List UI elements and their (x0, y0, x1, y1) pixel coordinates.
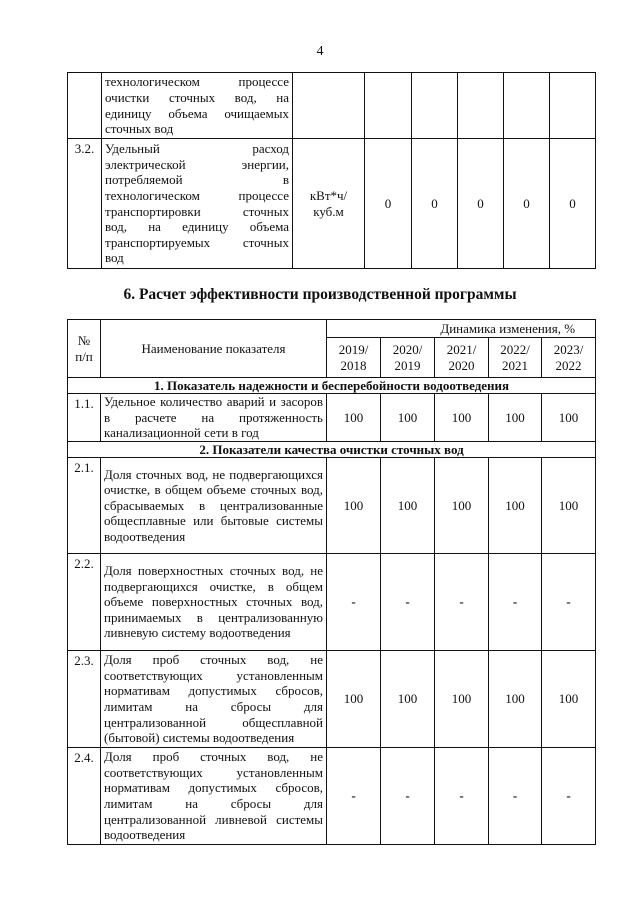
text-line: единицу объема очищаемых (105, 105, 289, 121)
value-cell: - (489, 554, 542, 651)
unit-line: кВт*ч/ (309, 187, 348, 203)
value-cell: 100 (435, 651, 489, 748)
table-row (68, 651, 596, 748)
text-line: сточных вод (105, 121, 174, 137)
text-line: технологическом процессе (105, 74, 289, 90)
row-num: 2.4. (68, 748, 101, 845)
unit-cell (293, 139, 365, 269)
num-header (68, 320, 101, 378)
value-cell: 0 (458, 139, 504, 269)
year-header (435, 338, 489, 378)
text-line: технологическом процессе (105, 187, 289, 203)
value-cell: 100 (489, 458, 542, 554)
table-row (68, 394, 596, 442)
row-num: 3.2. (68, 139, 102, 269)
year-header (542, 338, 596, 378)
section-row (68, 442, 596, 458)
indicator-name-cell (102, 139, 293, 269)
text-line: очистки сточных вод, на (105, 89, 289, 105)
indicator-name-cell (102, 73, 293, 139)
value-cell: 0 (504, 139, 550, 269)
table-row (68, 554, 596, 651)
text-line: вод, на единицу объема (105, 219, 289, 235)
value-cell: 100 (542, 394, 596, 442)
unit-cell (293, 73, 365, 139)
year-header (381, 338, 435, 378)
value-cell: 100 (327, 458, 381, 554)
value-cell: 100 (542, 651, 596, 748)
table-row (68, 139, 596, 269)
section-row (68, 378, 596, 394)
section-heading: 1. Показатель надежности и бесперебойности водоотведения (68, 378, 596, 394)
year-top: 2022/ (500, 341, 530, 357)
value-cell (550, 73, 596, 139)
row-num: 2.2. (68, 554, 101, 651)
indicator-name: Доля поверхностных сточных вод, не подвергающихся очистке, в общем объеме поверхностных сточных вод, принимаемых в централизованную ливневую систему водоотведения (101, 554, 327, 651)
year-bottom: 2021 (502, 357, 528, 373)
text-line: транспортировки сточных (105, 203, 289, 219)
section-title: 6. Расчет эффективности производственной программы (123, 286, 517, 303)
value-cell: 100 (327, 394, 381, 442)
value-cell: 100 (489, 651, 542, 748)
value-cell: - (542, 554, 596, 651)
value-cell (504, 73, 550, 139)
year-header (489, 338, 542, 378)
row-num: 2.1. (68, 458, 101, 554)
header-text: № (77, 332, 91, 348)
value-cell: 100 (381, 394, 435, 442)
value-cell: 100 (542, 458, 596, 554)
table-row (68, 748, 596, 845)
row-num: 1.1. (68, 394, 101, 442)
header-row (68, 320, 596, 338)
indicator-name: Доля сточных вод, не подвергающихся очистке, в общем объеме сточных вод, сбрасываемых в централизованные общесплавные или бытовые системы водоотведения (101, 458, 327, 554)
value-cell: 0 (365, 139, 412, 269)
year-bottom: 2019 (394, 357, 421, 373)
name-header: Наименование показателя (101, 320, 327, 378)
row-num: 2.3. (68, 651, 101, 748)
unit-line: куб.м (313, 203, 344, 219)
value-cell: 0 (550, 139, 596, 269)
value-cell (412, 73, 458, 139)
text-line: вод (105, 250, 124, 266)
page-number: 4 (316, 44, 324, 59)
value-cell: - (542, 748, 596, 845)
table-row (68, 73, 596, 139)
value-cell: 0 (412, 139, 458, 269)
row-num-cell (68, 73, 102, 139)
indicators-table-continued (67, 72, 596, 269)
value-cell: 100 (435, 458, 489, 554)
year-top: 2019/ (338, 341, 369, 357)
value-cell: - (327, 554, 381, 651)
text-line: транспортируемых сточных (105, 234, 289, 250)
value-cell: 100 (435, 394, 489, 442)
text-line: электрической энергии, (105, 156, 289, 172)
value-cell (365, 73, 412, 139)
value-cell: 100 (327, 651, 381, 748)
year-top: 2021/ (446, 341, 477, 357)
efficiency-table (67, 319, 596, 845)
value-cell: 100 (489, 394, 542, 442)
value-cell: - (381, 748, 435, 845)
year-top: 2023/ (553, 341, 584, 357)
year-header (327, 338, 381, 378)
year-bottom: 2022 (555, 357, 582, 373)
value-cell: - (435, 748, 489, 845)
year-bottom: 2020 (448, 357, 475, 373)
header-text: п/п (75, 348, 93, 364)
value-cell: - (327, 748, 381, 845)
value-cell: 100 (381, 651, 435, 748)
value-cell: - (381, 554, 435, 651)
section-heading: 2. Показатели качества очистки сточных вод (68, 442, 596, 458)
value-cell: - (435, 554, 489, 651)
text-line: потребляемой в (105, 172, 289, 188)
text-line: Удельный расход (105, 141, 289, 157)
indicator-name: Доля проб сточных вод, не соответствующих установленным нормативам допустимых сбросов, лимитам на сбросы для централизованной ливневой системы водоотведения (101, 748, 327, 845)
year-top: 2020/ (392, 341, 423, 357)
value-cell (458, 73, 504, 139)
table-row (68, 458, 596, 554)
dynamics-header: Динамика изменения, % (327, 320, 596, 338)
indicator-name: Удельное количество аварий и засоров в расчете на протяженность канализационной сети в год (101, 394, 327, 442)
year-bottom: 2018 (340, 357, 367, 373)
indicator-name: Доля проб сточных вод, не соответствующих установленным нормативам допустимых сбросов, лимитам на сбросы для централизованной общесплавной (бытовой) системы водоотведения (101, 651, 327, 748)
value-cell: 100 (381, 458, 435, 554)
value-cell: - (489, 748, 542, 845)
